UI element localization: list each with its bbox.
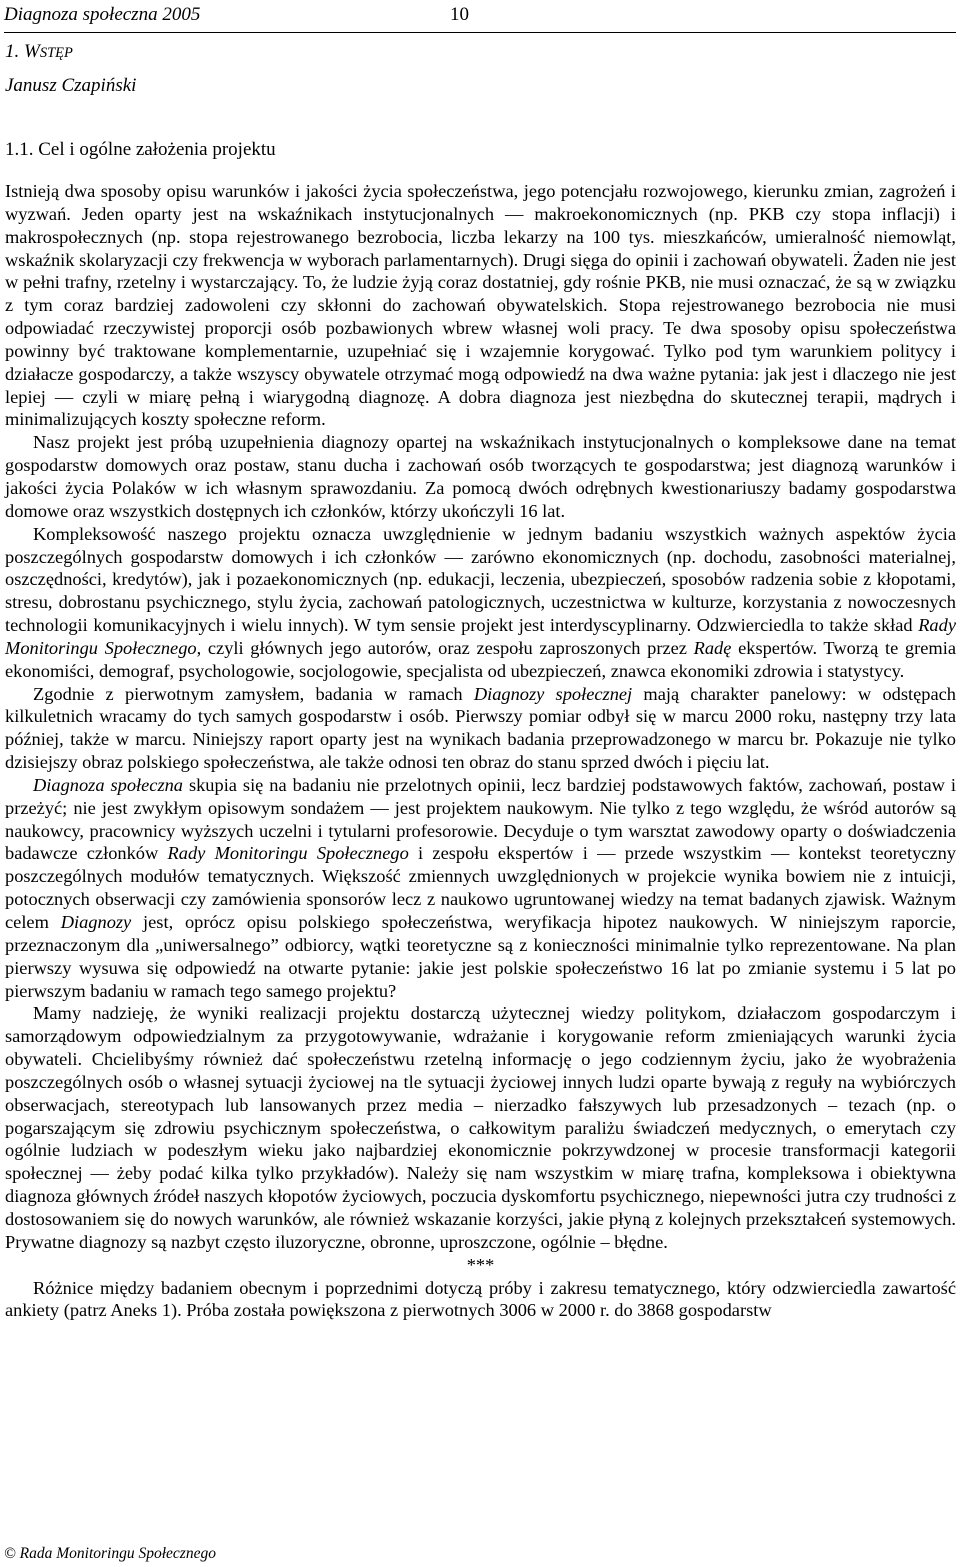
emphasis: Diagnozy [60,912,132,932]
paragraph: Nasz projekt jest próbą uzupełnienia diagnozy opartej na wskaźnikach instytucjonalnych o kompleksowe dane na temat gospodarstw domowych oraz postaw, stanu ducha i zachowań osób tworzących te gospodarstwa; jest diagnozą warunków i jakości życia Polaków w ich własnym sprawozdaniu. Za pomocą dwóch odrębnych kwestionariuszy badamy gospodarstwa domowe oraz wszystkich dostępnych ich członków, którzy ukończyli 16 lat. [5,432,956,521]
page-footer: © Rada Monitoringu Społecznego [4,1545,216,1562]
author-name: Janusz Czapiński [5,75,137,96]
chapter-number: 1. W [5,41,40,62]
paragraph: Istnieją dwa sposoby opisu warunków i jakości życia społeczeństwa, jego potencjału rozwojowego, kierunku zmian, zagrożeń i wyzwań. Jeden oparty jest na wskaźnikach instytucjonalnych — makroekonomicznych (np. PKB czy stopa inflacji) i makrospołecznych (np. stopa rejestrowanego bezrobocia, liczba lekarzy na 100 tys. mieszkańców, umieralność niemowląt, wskaźnik skolaryzacji czy frekwencja w wyborach parlamentarnych). Drugi sięga do opinii i zachowań obywateli. Żaden nie jest w pełni trafny, rzetelny i wystarczający. To, że ludzie żyją coraz dostatniej, gdy rośnie PKB, nie musi oznaczać, że są w związku z tym coraz bardziej zadowoleni czy skłonni do zachowań obywatelskich. Stopa rejestrowanego bezrobocia nie musi odpowiadać rzeczywistej proporcji osób pozbawionych wbrew własnej woli pracy. Te dwa sposoby opisu społeczeństwa powinny być traktowane komplementarnie, uzupełniać się i wzajemnie korygować. Tylko pod tym warunkiem politycy i działacze gospodarczy, a także wszyscy obywatele otrzymać mogą odpowiedź na dwa ważne pytania: jak jest i dlaczego nie jest lepiej — czyli w miarę pełną i wiarygodną diagnozę. A dobra diagnoza jest niezbędna do skutecznej terapii, mądrych i minimalizujących koszty społeczne reform. [5,181,956,430]
paragraph: Kompleksowość naszego projektu oznacza uwzględnienie w jednym badaniu wszystkich ważnych aspektów życia poszczególnych gospodarstw domowych i ich członków — zarówno ekonomicznych (np. dochodu, zasobności materialnej, oszczędności, kredytów), jak i pozaekonomicznych (np. edukacji, leczenia, ubezpieczeń, sposobów radzenia sobie z kłopotami, stresu, dobrostanu psychicznego, stylu życia, zachowań patologicznych, uczestnictwa w kulturze, korzystania z nowoczesnych technologii komunikacyjnych i wielu innych). W tym sensie projekt jest interdyscyplinarny. Odzwierciedla to także skład Rady Monitoringu Społecznego, czyli głównych jego autorów, oraz zespołu zaproszonych przez Radę ekspertów. Tworzą te gremia ekonomiści, demograf, psychologowie, socjologowie, specjalista od ubezpieczeń, znawca ekonomiki zdrowia i statystycy. [5,523,956,681]
paragraph: Mamy nadzieję, że wyniki realizacji projektu dostarczą użytecznej wiedzy politykom, działaczom gospodarczym i samorządowym odpowiedzialnym za przygotowywanie, wdrażanie i korygowanie reform zmieniających warunki życia obywateli. Chcielibyśmy również dać społeczeństwu rzetelną informację o jego codziennym życiu, jako że wyobrażenia poszczególnych osób o własnej sytuacji życiowej na tle sytuacji życiowej innych ludzi oparte bywają z reguły na wybiórczych obserwacjach, stereotypach lub lansowanych przez media – nierzadko fałszywych lub przesadzonych – tezach (np. o pogarszającym się zdrowiu psychicznym społeczeństwa, o całkowitym paraliżu świadczeń medycznych, o emerytach czy ogólnie ludziach w podeszłym wieku jako najbardziej ekonomicznie pokrzywdzonej w procesie transformacji kategorii społecznej — żeby podać kilka tylko przykładów). Należy się nam wszystkim w miarę trafna, kompleksowa i obiektywna diagnoza głównych źródeł naszych kłopotów życiowych, poczucia dyskomfortu psychicznego, niepewności jutra czy trudności z dostosowaniem się do nowych warunków, ale również wskazanie korzyści, jakie płyną z kolejnych przekształceń systemowych. Prywatne diagnozy są nazbyt często iluzoryczne, obronne, uproszczone, ogólnie – błędne. [5,1003,956,1252]
page-header [4,2,956,33]
chapter-name: STĘP [39,45,73,61]
emphasis: Radę [693,637,732,658]
paragraph: Różnice między badaniem obecnym i poprzednimi dotyczą próby i zakresu tematycznego, który odzwierciedla zawartość ankiety (patrz Aneks 1). Próba została powiększona z pierwotnych 3006 w 2000 r. do 3868 gospodarstw [5,1277,956,1321]
section-title: 1.1. Cel i ogólne założenia projektu [5,139,276,160]
emphasis: Diagnozy społecznej [473,683,633,704]
emphasis: Rady Monitoringu Społecznego [5,615,956,658]
paragraph: Diagnoza społeczna skupia się na badaniu nie przelotnych opinii, lecz bardziej podstawowych faktów, zachowań, postaw i przeżyć; nie jest zwykłym opisowym sondażem — jest projektem naukowym. Nie tylko z tego względu, że wśród autorów są naukowcy, pracownicy wyższych uczelni i tytularni profesorowie. Decyduje o tym warsztat zawodowy oparty o doświadczenia badawcze członków Rady Monitoringu Społecznego i zespołu ekspertów i — przede wszystkim — kontekst teoretyczny poszczególnych modułów tematycznych. Większość zmiennych uwzględnionych w projekcie wynika bowiem nie z intuicji, potocznych obserwacji czy zamówienia sponsorów lecz z naukowo ugruntowanej wiedzy na temat badanych zjawisk. Ważnym celem Diagnozy jest, oprócz opisu polskiego społeczeństwa, weryfikacja hipotez naukowych. W niniejszym raporcie, przeznaczonym dla „uniwersalnego” odbiorcy, wątki teoretyczne są z konieczności minimalnie tylko reprezentowane. Na plan pierwszy wysuwa się odpowiedź na otwarte pytanie: jakie jest polskie społeczeństwo 16 lat po zmianie systemu i 5 lat po pierwszym badaniu w ramach tego samego projektu? [5,774,957,1001]
emphasis: Diagnoza społeczna [33,774,183,795]
body-text [5,180,956,1322]
page-number: 10 [450,4,469,25]
emphasis: Rady Monitoringu Społecznego [167,843,409,864]
chapter-heading [5,40,73,65]
paragraph: Zgodnie z pierwotnym zamysłem, badania w ramach Diagnozy społecznej mają charakter panelowy: w odstępach kilkuletnich wracamy do tych samych gospodarstw i osób. Pierwszy pomiar odbył się w marcu 2000 roku, następny trzy lata później, także w marcu. Niniejszy raport oparty jest na wynikach badania przeprowadzonego w marcu br. Pokazuje nie tylko dzisiejszy obraz polskiego społeczeństwa, ale także odnosi ten obraz do stanu sprzed dwóch i pięciu lat. [5,683,956,773]
running-title: Diagnoza społeczna 2005 [4,4,201,25]
section-separator: *** [466,1254,495,1275]
